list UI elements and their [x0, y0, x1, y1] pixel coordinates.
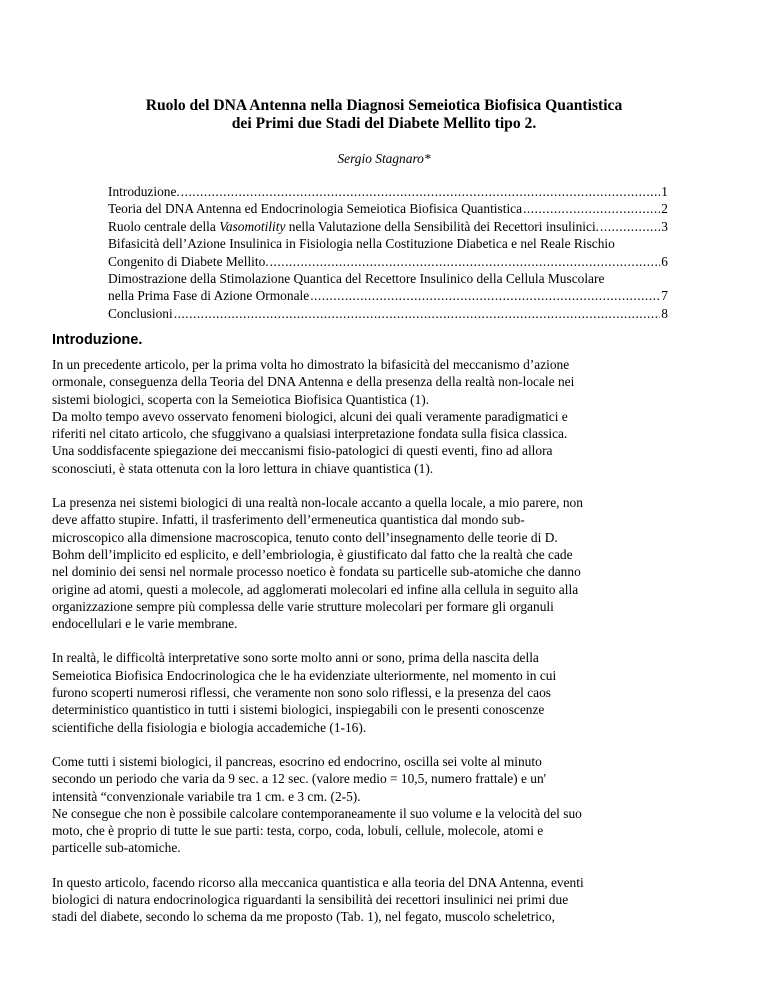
toc-entry-page[interactable]: 7	[661, 288, 668, 304]
text-line: Da molto tempo avevo osservato fenomeni biologici, alcuni dei quali veramente paradigmatici e	[52, 408, 568, 424]
paragraph	[52, 356, 716, 477]
text-line: moto, che è proprio di tutte le sue parti: testa, corpo, coda, lobuli, cellule, molecole, atomi e	[52, 823, 544, 839]
toc-title-italic: Vasomotility	[219, 218, 286, 234]
toc-entry-page[interactable]: 1	[661, 184, 668, 199]
toc-entry-page[interactable]: 2	[661, 201, 668, 217]
text-line: microscopico alla dimensione macroscopica, tenuto conto dell’insegnamento delle teorie di D.	[52, 529, 558, 545]
toc-entry-ruolo-centrale[interactable]	[108, 218, 668, 235]
toc-entry-title[interactable]: Congenito di Diabete Mellito.	[108, 253, 269, 269]
toc-dot-leader	[523, 200, 660, 217]
toc-entry-introduzione[interactable]	[108, 183, 668, 200]
toc-entry-dimostrazione[interactable]	[108, 270, 668, 305]
toc-entry-conclusioni[interactable]	[108, 305, 668, 322]
toc-entry-title[interactable]: nella Prima Fase di Azione Ormonale	[108, 288, 310, 304]
toc-title-suffix: nella Valutazione della Sensibilità dei Recettori insulinici.	[285, 218, 600, 234]
text-line: organizzazione sempre più complessa delle varie strutture molecolari per formare gli organuli	[52, 598, 554, 614]
text-line: secondo un periodo che varia da 9 sec. a 12 sec. (valore medio = 10,5, numero frattale) e un'	[52, 771, 547, 787]
toc-entry-title[interactable]	[108, 218, 599, 235]
text-line: stadi del diabete, secondo lo schema da me proposto (Tab. 1), nel fegato, muscolo scheletrico,	[52, 909, 555, 925]
text-line: Una soddisfacente spiegazione dei meccanismi fisio-patologici di questi eventi, fino ad allora	[52, 443, 553, 459]
title-line-2: dei Primi due Stadi del Diabete Mellito tipo 2.	[231, 115, 537, 132]
paragraph	[52, 753, 716, 857]
toc-entry-title[interactable]: Conclusioni	[108, 305, 173, 321]
author: Sergio Stagnaro*	[337, 151, 431, 166]
text-line: sistemi biologici, scoperta con la Semeiotica Biofisica Quantistica (1).	[52, 391, 430, 407]
text-line: In un precedente articolo, per la prima volta ho dimostrato la bifasicità del meccanismo d’azione	[52, 357, 570, 372]
text-line: biologici di natura endocrinologica riguardanti la sensibilità dei recettori insulinici nei primi due	[52, 892, 569, 908]
section-heading: Introduzione.	[52, 332, 143, 348]
text-line: riferiti nel citato articolo, che sfuggivano a qualsiasi interpretazione fondata sulla fisica classica.	[52, 426, 568, 442]
text-line: In questo articolo, facendo ricorso alla meccanica quantistica e alla teoria del DNA Antenna, eventi	[52, 874, 584, 890]
document-title	[80, 97, 688, 133]
paragraph	[52, 649, 716, 735]
toc-entry-title-line-1[interactable]: Bifasicità dell’Azione Insulinica in Fisiologia nella Costituzione Diabetica e nel Reale Rischio	[108, 236, 615, 252]
toc-entry-teoria[interactable]	[108, 200, 668, 217]
text-line: furono scoperti numerosi riflessi, che veramente non sono solo riflessi, e la presenza del caos	[52, 685, 552, 701]
title-line-1: Ruolo del DNA Antenna nella Diagnosi Semeiotica Biofisica Quantistica	[145, 97, 623, 114]
text-line: scientifiche della fisiologia e biologia accademiche (1-16).	[52, 719, 367, 735]
text-line: sconosciuti, è stata ottenuta con la loro lettura in chiave quantistica (1).	[52, 460, 434, 476]
text-line: Bohm dell’implicito ed esplicito, e dell’embriologia, è giustificato dal fatto che la realtà che cade	[52, 546, 573, 562]
toc-dot-leader	[181, 183, 661, 200]
text-line: Come tutti i sistemi biologici, il pancreas, esocrino ed endocrino, oscilla sei volte al minuto	[52, 753, 542, 769]
text-line: nel dominio dei sensi nel normale processo noetico è fondata su particelle sub-atomiche che danno	[52, 564, 581, 580]
toc-entry-page[interactable]: 8	[661, 305, 668, 321]
table-of-contents	[108, 183, 668, 322]
toc-entry-title-line-1[interactable]: Dimostrazione della Stimolazione Quantica del Recettore Insulinico della Cellula Muscolare	[108, 271, 605, 287]
paragraph	[52, 874, 716, 926]
toc-entry-page[interactable]: 6	[661, 253, 668, 269]
toc-entry-title[interactable]: Teoria del DNA Antenna ed Endocrinologia Semeiotica Biofisica Quantistica	[108, 201, 523, 217]
paragraph	[52, 494, 716, 632]
body-text	[52, 356, 716, 926]
toc-entry-title[interactable]: Introduzione.	[108, 184, 180, 199]
text-line: particelle sub-atomiche.	[52, 840, 181, 856]
text-line: In realtà, le difficoltà interpretative sono sorte molto anni or sono, prima della nascita della	[52, 650, 539, 666]
toc-dot-leader	[270, 253, 661, 270]
toc-entry-bifasicita[interactable]	[108, 235, 668, 270]
toc-dot-leader	[600, 218, 660, 235]
text-line: endocellulari e le varie membrane.	[52, 616, 238, 632]
text-line: deterministico quantistico in tutti i sistemi biologici, inspiegabili con le presenti conoscenze	[52, 702, 545, 718]
text-line: intensità “convenzionale variabile tra 1 cm. e 3 cm. (2-5).	[52, 788, 361, 804]
text-line: Ne consegue che non è possibile calcolare contemporaneamente il suo volume e la velocità del suo	[52, 805, 582, 821]
toc-title-prefix: Ruolo centrale della	[108, 218, 220, 234]
toc-dot-leader	[174, 305, 661, 322]
text-line: La presenza nei sistemi biologici di una realtà non-locale accanto a quella locale, a mio parere, non	[52, 495, 583, 511]
text-line: deve affatto stupire. Infatti, il trasferimento dell’ermeneutica quantistica dal mondo sub-	[52, 512, 525, 528]
text-line: Semeiotica Biofisica Endocrinologica che le ha evidenziate ulteriormente, nel momento in cui	[52, 667, 557, 683]
text-line: origine ad atomi, questi a molecole, ad agglomerati molecolari ed infine alla cellula in seguito alla	[52, 581, 579, 597]
toc-entry-page[interactable]: 3	[661, 218, 668, 234]
toc-dot-leader	[310, 287, 660, 304]
text-line: ormonale, conseguenza della Teoria del DNA Antenna e della presenza della realtà non-locale nei	[52, 374, 575, 390]
